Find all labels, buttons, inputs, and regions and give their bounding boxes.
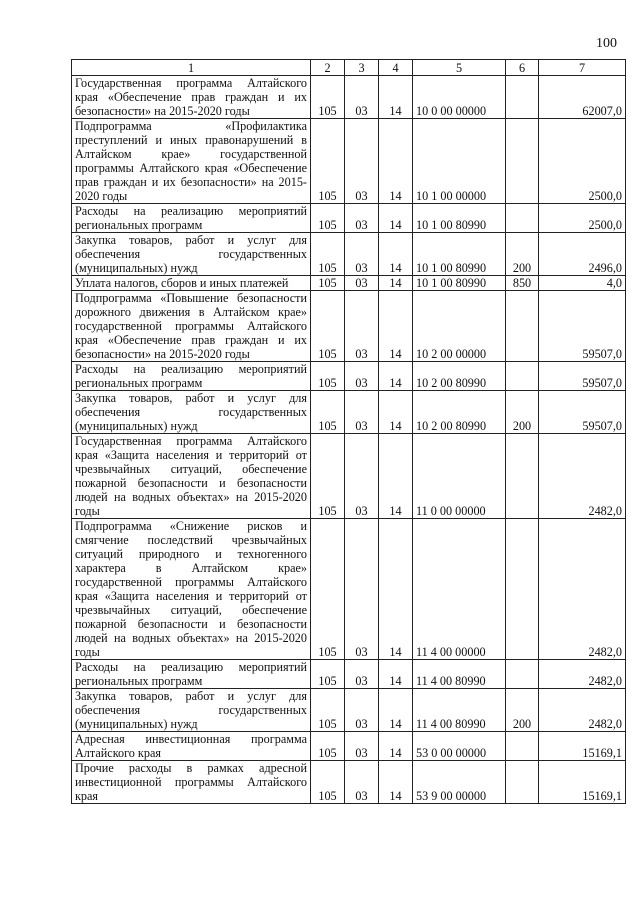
header-cell-3: 3 — [345, 60, 379, 76]
item-name-cell: Государственная программа Алтайского края «Обеспечение прав граждан и их безопасности» на 2015-2020 годы — [72, 76, 311, 119]
table-row — [72, 732, 626, 761]
section-code-cell: 03 — [345, 119, 379, 204]
section-code-cell: 03 — [345, 291, 379, 362]
subsection-code-cell: 14 — [379, 391, 413, 434]
table-row — [72, 761, 626, 804]
section-code-cell: 03 — [345, 362, 379, 391]
target-article-cell: 11 4 00 00000 — [413, 519, 506, 660]
target-article-cell: 53 9 00 00000 — [413, 761, 506, 804]
subsection-code-cell: 14 — [379, 76, 413, 119]
admin-code-cell: 105 — [311, 519, 345, 660]
item-name-cell: Расходы на реализацию мероприятий региональных программ — [72, 204, 311, 233]
header-cell-2: 2 — [311, 60, 345, 76]
subsection-code-cell: 14 — [379, 119, 413, 204]
table-row — [72, 519, 626, 660]
target-article-cell: 10 2 00 80990 — [413, 362, 506, 391]
table-row — [72, 434, 626, 519]
item-name-cell: Расходы на реализацию мероприятий региональных программ — [72, 362, 311, 391]
expense-type-cell: 200 — [506, 689, 539, 732]
admin-code-cell: 105 — [311, 689, 345, 732]
expense-type-cell — [506, 519, 539, 660]
item-name-cell: Подпрограмма «Снижение рисков и смягчение последствий чрезвычайных ситуаций природного и техногенного характера в Алтайском крае» государственной программы Алтайского края «Защита населения и территорий от чрезвычайных ситуаций, обеспечение пожарной безопасности и безопасности людей на водных объектах» на 2015-2020 годы — [72, 519, 311, 660]
amount-cell: 2500,0 — [539, 204, 626, 233]
item-name-cell: Подпрограмма «Профилактика преступлений и иных правонарушений в Алтайском крае» государственной программы Алтайского края «Обеспечение прав граждан и их безопасности» на 2015-2020 годы — [72, 119, 311, 204]
table-row — [72, 76, 626, 119]
amount-cell: 2482,0 — [539, 660, 626, 689]
target-article-cell: 10 2 00 00000 — [413, 291, 506, 362]
section-code-cell: 03 — [345, 391, 379, 434]
item-name-cell: Закупка товаров, работ и услуг для обеспечения государственных (муниципальных) нужд — [72, 391, 311, 434]
admin-code-cell: 105 — [311, 233, 345, 276]
item-name-cell: Подпрограмма «Повышение безопасности дорожного движения в Алтайском крае» государственной программы Алтайского края «Обеспечение прав граждан и их безопасности» на 2015-2020 годы — [72, 291, 311, 362]
page-number: 100 — [596, 36, 617, 51]
header-cell-5: 5 — [413, 60, 506, 76]
table-row — [72, 689, 626, 732]
section-code-cell: 03 — [345, 660, 379, 689]
subsection-code-cell: 14 — [379, 233, 413, 276]
table-row — [72, 276, 626, 291]
section-code-cell: 03 — [345, 233, 379, 276]
subsection-code-cell: 14 — [379, 761, 413, 804]
item-name-cell: Закупка товаров, работ и услуг для обеспечения государственных (муниципальных) нужд — [72, 233, 311, 276]
target-article-cell: 10 2 00 80990 — [413, 391, 506, 434]
admin-code-cell: 105 — [311, 391, 345, 434]
amount-cell: 59507,0 — [539, 391, 626, 434]
expense-type-cell — [506, 204, 539, 233]
target-article-cell: 11 4 00 80990 — [413, 660, 506, 689]
subsection-code-cell: 14 — [379, 291, 413, 362]
section-code-cell: 03 — [345, 434, 379, 519]
table-row — [72, 291, 626, 362]
target-article-cell: 10 1 00 00000 — [413, 119, 506, 204]
table-row — [72, 362, 626, 391]
amount-cell: 15169,1 — [539, 761, 626, 804]
expense-type-cell — [506, 76, 539, 119]
section-code-cell: 03 — [345, 761, 379, 804]
item-name-cell: Расходы на реализацию мероприятий региональных программ — [72, 660, 311, 689]
subsection-code-cell: 14 — [379, 204, 413, 233]
item-name-cell: Государственная программа Алтайского края «Защита населения и территорий от чрезвычайных ситуаций, обеспечение пожарной безопасности и безопасности людей на водных объектах» на 2015-2020 годы — [72, 434, 311, 519]
section-code-cell: 03 — [345, 204, 379, 233]
amount-cell: 2482,0 — [539, 434, 626, 519]
admin-code-cell: 105 — [311, 119, 345, 204]
expense-type-cell: 200 — [506, 233, 539, 276]
admin-code-cell: 105 — [311, 76, 345, 119]
amount-cell: 4,0 — [539, 276, 626, 291]
expense-type-cell — [506, 119, 539, 204]
section-code-cell: 03 — [345, 689, 379, 732]
subsection-code-cell: 14 — [379, 689, 413, 732]
expense-type-cell: 200 — [506, 391, 539, 434]
table-row — [72, 119, 626, 204]
amount-cell: 59507,0 — [539, 291, 626, 362]
target-article-cell: 10 1 00 80990 — [413, 276, 506, 291]
target-article-cell: 11 4 00 80990 — [413, 689, 506, 732]
amount-cell: 2482,0 — [539, 689, 626, 732]
table-row — [72, 204, 626, 233]
table-row — [72, 391, 626, 434]
target-article-cell: 10 1 00 80990 — [413, 204, 506, 233]
target-article-cell: 11 0 00 00000 — [413, 434, 506, 519]
subsection-code-cell: 14 — [379, 660, 413, 689]
admin-code-cell: 105 — [311, 276, 345, 291]
amount-cell: 15169,1 — [539, 732, 626, 761]
budget-table — [71, 59, 626, 804]
subsection-code-cell: 14 — [379, 434, 413, 519]
section-code-cell: 03 — [345, 276, 379, 291]
header-cell-6: 6 — [506, 60, 539, 76]
admin-code-cell: 105 — [311, 660, 345, 689]
admin-code-cell: 105 — [311, 362, 345, 391]
header-cell-1: 1 — [72, 60, 311, 76]
admin-code-cell: 105 — [311, 204, 345, 233]
amount-cell: 59507,0 — [539, 362, 626, 391]
subsection-code-cell: 14 — [379, 362, 413, 391]
amount-cell: 2496,0 — [539, 233, 626, 276]
admin-code-cell: 105 — [311, 291, 345, 362]
header-cell-4: 4 — [379, 60, 413, 76]
admin-code-cell: 105 — [311, 434, 345, 519]
target-article-cell: 10 1 00 80990 — [413, 233, 506, 276]
expense-type-cell — [506, 291, 539, 362]
subsection-code-cell: 14 — [379, 276, 413, 291]
header-row — [72, 60, 626, 76]
expense-type-cell — [506, 660, 539, 689]
item-name-cell: Закупка товаров, работ и услуг для обеспечения государственных (муниципальных) нужд — [72, 689, 311, 732]
expense-type-cell: 850 — [506, 276, 539, 291]
item-name-cell: Прочие расходы в рамках адресной инвестиционной программы Алтайского края — [72, 761, 311, 804]
amount-cell: 2482,0 — [539, 519, 626, 660]
header-cell-7: 7 — [539, 60, 626, 76]
table-body — [72, 76, 626, 804]
section-code-cell: 03 — [345, 519, 379, 660]
admin-code-cell: 105 — [311, 761, 345, 804]
expense-type-cell — [506, 732, 539, 761]
section-code-cell: 03 — [345, 732, 379, 761]
table-row — [72, 233, 626, 276]
subsection-code-cell: 14 — [379, 732, 413, 761]
amount-cell: 62007,0 — [539, 76, 626, 119]
item-name-cell: Уплата налогов, сборов и иных платежей — [72, 276, 311, 291]
subsection-code-cell: 14 — [379, 519, 413, 660]
target-article-cell: 53 0 00 00000 — [413, 732, 506, 761]
admin-code-cell: 105 — [311, 732, 345, 761]
expense-type-cell — [506, 761, 539, 804]
item-name-cell: Адресная инвестиционная программа Алтайского края — [72, 732, 311, 761]
amount-cell: 2500,0 — [539, 119, 626, 204]
expense-type-cell — [506, 362, 539, 391]
section-code-cell: 03 — [345, 76, 379, 119]
table-row — [72, 660, 626, 689]
expense-type-cell — [506, 434, 539, 519]
target-article-cell: 10 0 00 00000 — [413, 76, 506, 119]
